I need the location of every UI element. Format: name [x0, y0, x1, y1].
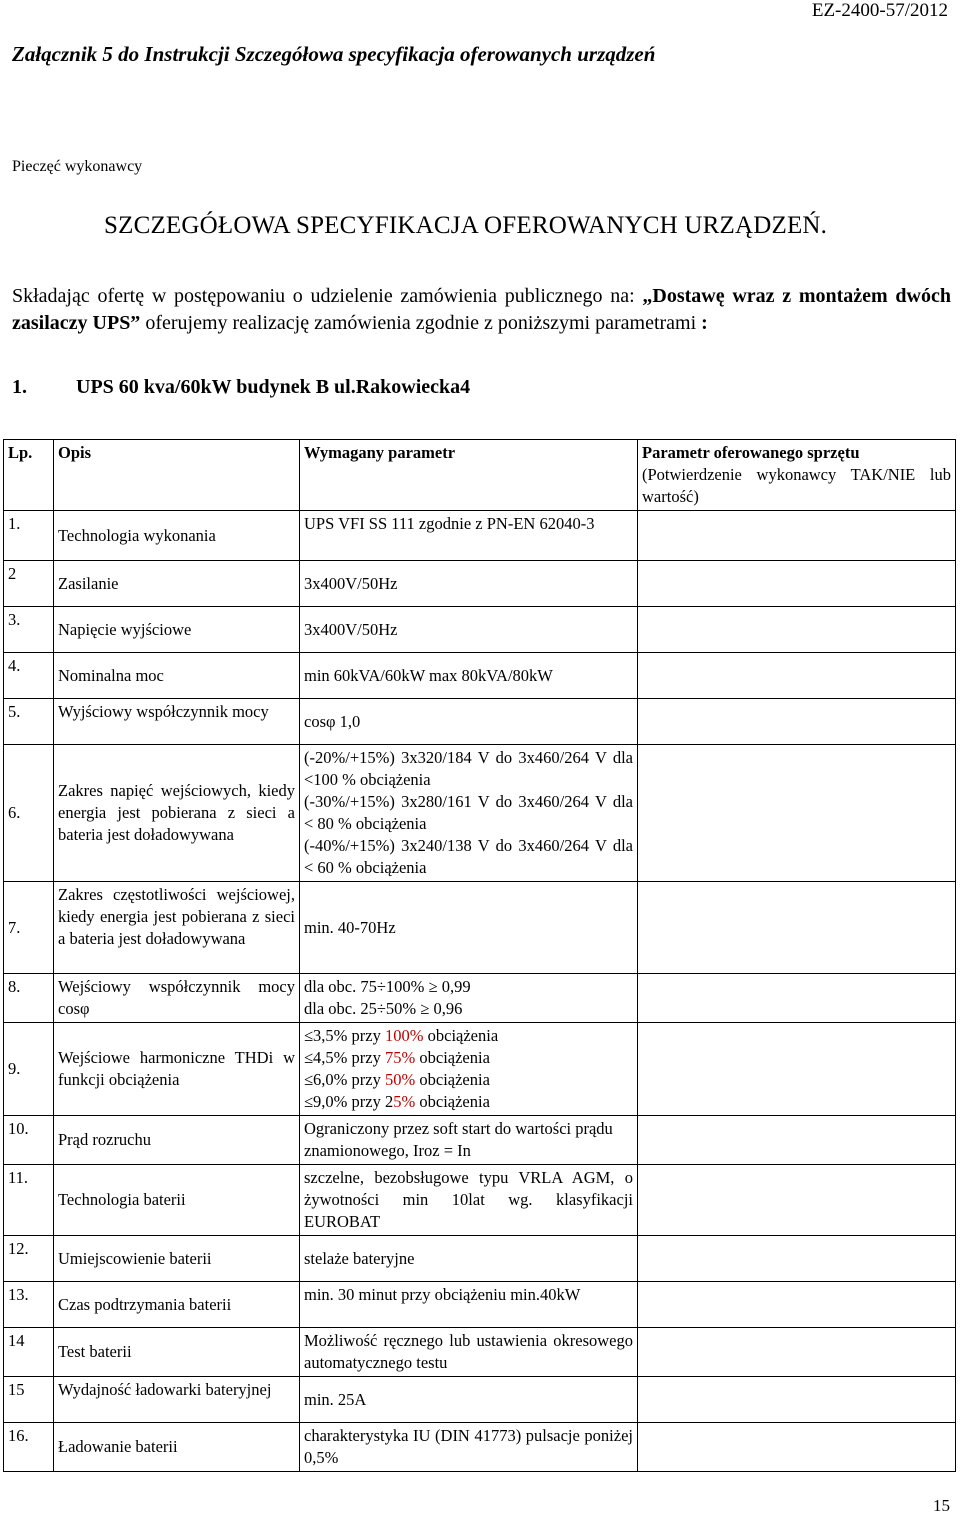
row-opis: Wejściowe harmoniczne THDi w funkcji obciążenia [54, 1023, 300, 1116]
row-opis: Technologia baterii [54, 1165, 300, 1236]
table-row [4, 607, 956, 653]
section-heading [12, 376, 470, 399]
row-opis: Zakres napięć wejściowych, kiedy energia jest pobierana z sieci a bateria jest doładowywana [54, 745, 300, 882]
row-opis: Wydajność ładowarki bateryjnej [54, 1377, 300, 1423]
intro-text-2: oferujemy realizację zamówienia zgodnie z poniższymi parametrami [140, 312, 702, 334]
param-line: (-20%/+15%) 3x320/184 V do 3x460/264 V dla <100 % obciążenia [304, 748, 633, 789]
row-opis: Wyjściowy współczynnik mocy [54, 699, 300, 745]
offer-cell[interactable] [638, 882, 956, 974]
thdi-line: ≤9,0% przy 25% obciążenia [304, 1092, 490, 1111]
row-param [300, 1023, 638, 1116]
row-param [300, 974, 638, 1023]
page-number: 15 [933, 1496, 950, 1515]
table-row [4, 699, 956, 745]
row-param: Możliwość ręcznego lub ustawienia okresowego automatycznego testu [300, 1328, 638, 1377]
section-title: UPS 60 kva/60kW budynek B ul.Rakowiecka4 [76, 376, 471, 398]
header-offer-note: (Potwierdzenie wykonawcy TAK/NIE lub wartość) [642, 465, 951, 506]
table-row [4, 974, 956, 1023]
row-opis: Zasilanie [54, 561, 300, 607]
intro-colon: : [701, 312, 708, 334]
page-title: SZCZEGÓŁOWA SPECYFIKACJA OFEROWANYCH URZĄDZEŃ. [104, 212, 828, 239]
param-line: (-40%/+15%) 3x240/138 V do 3x460/264 V dla < 60 % obciążenia [304, 836, 633, 877]
param-line: dla obc. 25÷50% ≥ 0,96 [304, 999, 463, 1018]
row-opis: Napięcie wyjściowe [54, 607, 300, 653]
document-reference: EZ-2400-57/2012 [811, 0, 948, 21]
row-lp: 9. [4, 1023, 54, 1116]
row-lp: 11. [4, 1165, 54, 1236]
row-param: szczelne, bezobsługowe typu VRLA AGM, o żywotności min 10lat wg. klasyfikacji EUROBAT [300, 1165, 638, 1236]
table-row [4, 1116, 956, 1165]
specification-table [3, 439, 956, 1472]
row-opis: Umiejscowienie baterii [54, 1236, 300, 1282]
offer-cell[interactable] [638, 699, 956, 745]
thdi-line: ≤3,5% przy 100% obciążenia [304, 1026, 499, 1045]
section-number: 1. [12, 376, 27, 398]
row-param: min. 30 minut przy obciążeniu min.40kW [300, 1282, 638, 1328]
offer-cell[interactable] [638, 1165, 956, 1236]
row-param: cosφ 1,0 [300, 699, 638, 745]
thdi-line: ≤6,0% przy 50% obciążenia [304, 1070, 490, 1089]
header-param: Wymagany parametr [300, 440, 638, 511]
row-opis: Prąd rozruchu [54, 1116, 300, 1165]
intro-paragraph [12, 283, 951, 337]
row-opis: Wejściowy współczynnik mocy cosφ [54, 974, 300, 1023]
offer-cell[interactable] [638, 1328, 956, 1377]
header-offer-title: Parametr oferowanego sprzętu [642, 443, 860, 462]
row-opis: Czas podtrzymania baterii [54, 1282, 300, 1328]
offer-cell[interactable] [638, 1023, 956, 1116]
annex-title: Załącznik 5 do Instrukcji Szczegółowa specyfikacja oferowanych urządzeń [12, 42, 656, 66]
table-header-row [4, 440, 956, 511]
offer-cell[interactable] [638, 1282, 956, 1328]
header-lp: Lp. [4, 440, 54, 511]
offer-cell[interactable] [638, 1423, 956, 1472]
table-row [4, 745, 956, 882]
row-param: 3x400V/50Hz [300, 561, 638, 607]
row-lp: 5. [4, 699, 54, 745]
row-param: min. 25A [300, 1377, 638, 1423]
row-opis: Technologia wykonania [54, 511, 300, 561]
table-row [4, 1377, 956, 1423]
table-row [4, 1328, 956, 1377]
row-lp: 2 [4, 561, 54, 607]
row-lp: 16. [4, 1423, 54, 1472]
table-row [4, 1282, 956, 1328]
param-line: (-30%/+15%) 3x280/161 V do 3x460/264 V dla < 80 % obciążenia [304, 792, 633, 833]
row-param: min 60kVA/60kW max 80kVA/80kW [300, 653, 638, 699]
row-lp: 7. [4, 882, 54, 974]
table-row [4, 561, 956, 607]
table-row [4, 511, 956, 561]
row-param: charakterystyka IU (DIN 41773) pulsacje poniżej 0,5% [300, 1423, 638, 1472]
table-row [4, 653, 956, 699]
row-param: UPS VFI SS 111 zgodnie z PN-EN 62040-3 [300, 511, 638, 561]
offer-cell[interactable] [638, 1236, 956, 1282]
intro-text-1: Składając ofertę w postępowaniu o udzielenie zamówienia publicznego na: [12, 285, 643, 307]
row-opis: Zakres częstotliwości wejściowej, kiedy energia jest pobierana z sieci a bateria jest doładowywana [54, 882, 300, 974]
row-lp: 15 [4, 1377, 54, 1423]
header-opis: Opis [54, 440, 300, 511]
row-opis: Nominalna moc [54, 653, 300, 699]
offer-cell[interactable] [638, 745, 956, 882]
row-lp: 8. [4, 974, 54, 1023]
contractor-stamp-label: Pieczęć wykonawcy [12, 158, 143, 175]
offer-cell[interactable] [638, 1377, 956, 1423]
row-lp: 12. [4, 1236, 54, 1282]
row-param: 3x400V/50Hz [300, 607, 638, 653]
table-row [4, 1023, 956, 1116]
thdi-line: ≤4,5% przy 75% obciążenia [304, 1048, 490, 1067]
row-lp: 6. [4, 745, 54, 882]
row-lp: 10. [4, 1116, 54, 1165]
row-lp: 3. [4, 607, 54, 653]
row-lp: 4. [4, 653, 54, 699]
row-lp: 13. [4, 1282, 54, 1328]
header-offer [638, 440, 956, 511]
offer-cell[interactable] [638, 607, 956, 653]
row-lp: 14 [4, 1328, 54, 1377]
offer-cell[interactable] [638, 1116, 956, 1165]
intro-order-name: „Dostawę wraz z montażem dwóch zasilaczy UPS” [12, 285, 951, 334]
offer-cell[interactable] [638, 974, 956, 1023]
table-row [4, 1236, 956, 1282]
row-param: Ograniczony przez soft start do wartości prądu znamionowego, Iroz = In [300, 1116, 638, 1165]
table-row [4, 1165, 956, 1236]
offer-cell[interactable] [638, 561, 956, 607]
param-line: dla obc. 75÷100% ≥ 0,99 [304, 977, 471, 996]
row-param: min. 40-70Hz [300, 882, 638, 974]
row-opis: Test baterii [54, 1328, 300, 1377]
row-param [300, 745, 638, 882]
offer-cell[interactable] [638, 653, 956, 699]
row-opis: Ładowanie baterii [54, 1423, 300, 1472]
table-row [4, 882, 956, 974]
table-row [4, 1423, 956, 1472]
row-lp: 1. [4, 511, 54, 561]
row-param: stelaże bateryjne [300, 1236, 638, 1282]
offer-cell[interactable] [638, 511, 956, 561]
